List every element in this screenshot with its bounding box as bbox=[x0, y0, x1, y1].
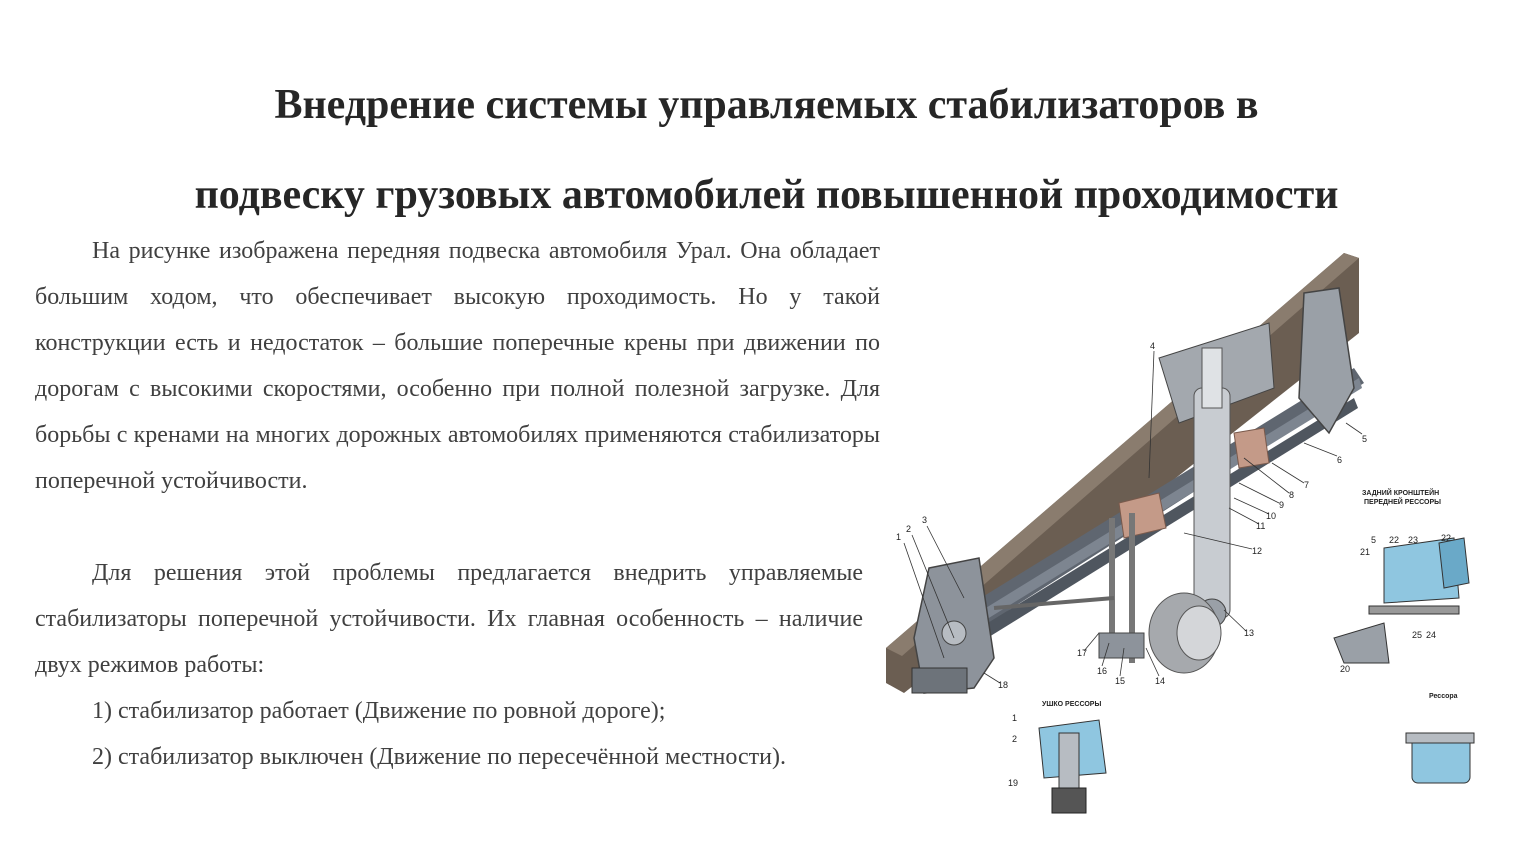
svg-text:20: 20 bbox=[1340, 664, 1351, 674]
svg-text:5: 5 bbox=[1371, 535, 1377, 545]
callout-17: 17 bbox=[1077, 648, 1088, 658]
callout-7: 7 bbox=[1304, 480, 1310, 490]
svg-text:23: 23 bbox=[1408, 535, 1419, 545]
suspension-illustration bbox=[884, 238, 1524, 828]
spring-inset bbox=[1406, 693, 1474, 783]
callout-16: 16 bbox=[1097, 666, 1108, 676]
callout-2: 2 bbox=[906, 524, 912, 534]
svg-text:24: 24 bbox=[1426, 630, 1437, 640]
callout-5: 5 bbox=[1362, 434, 1368, 444]
svg-text:2: 2 bbox=[1012, 734, 1018, 744]
svg-text:25: 25 bbox=[1412, 630, 1423, 640]
svg-text:19: 19 bbox=[1008, 778, 1019, 788]
callout-1: 1 bbox=[896, 532, 902, 542]
rear-bracket-caption-1: ЗАДНИЙ КРОНШТЕЙН bbox=[1362, 490, 1440, 497]
svg-text:22: 22 bbox=[1441, 533, 1452, 543]
callout-3: 3 bbox=[922, 515, 928, 525]
callout-14: 14 bbox=[1155, 676, 1166, 686]
title-line-2: подвеску грузовых автомобилей повышенной проходимости bbox=[194, 172, 1339, 218]
list-item-2: 2) стабилизатор выключен (Движение по пересечённой местности). bbox=[92, 744, 786, 770]
callout-12: 12 bbox=[1252, 546, 1263, 556]
svg-text:22: 22 bbox=[1389, 535, 1400, 545]
callout-4: 4 bbox=[1150, 341, 1156, 351]
svg-text:21: 21 bbox=[1360, 547, 1371, 557]
callout-8: 8 bbox=[1289, 490, 1295, 500]
callout-18: 18 bbox=[998, 680, 1009, 690]
spring-eye-inset bbox=[1008, 701, 1106, 813]
rear-bracket-caption-2: ПЕРЕДНЕЙ РЕССОРЫ bbox=[1364, 499, 1441, 506]
paragraph-2: Для решения этой проблемы предлагается внедрить управляемые стабилизаторы поперечной устойчивости. Их главная особенность – наличие двух режимов работы: bbox=[35, 560, 863, 678]
spring-caption: Рессора bbox=[1429, 693, 1458, 700]
shock-absorber bbox=[1194, 348, 1230, 627]
rear-bracket-inset bbox=[1334, 488, 1469, 674]
title-line-1: Внедрение системы управляемых стабилизаторов в bbox=[274, 82, 1259, 128]
slide-title bbox=[0, 60, 1533, 240]
callout-9: 9 bbox=[1279, 500, 1285, 510]
spring-eye-caption: УШКО РЕССОРЫ bbox=[1042, 701, 1102, 708]
front-bracket bbox=[912, 558, 994, 693]
callout-15: 15 bbox=[1115, 676, 1126, 686]
body-text bbox=[35, 228, 880, 780]
paragraph-1: На рисунке изображена передняя подвеска автомобиля Урал. Она обладает большим ходом, что обеспечивает высокую проходимость. Но у такой конструкции есть и недостаток – большие поперечные крены при движении по дорогам с высокими скоростями, особенно при полной полезной загрузке. Для борьбы с кренами на многих дорожных автомобилях применяются стабилизаторы поперечной устойчивости. bbox=[35, 238, 880, 494]
callout-10: 10 bbox=[1266, 511, 1277, 521]
callout-13: 13 bbox=[1244, 628, 1255, 638]
callout-6: 6 bbox=[1337, 455, 1343, 465]
list-item-1: 1) стабилизатор работает (Движение по ровной дороге); bbox=[92, 698, 666, 724]
callout-11: 11 bbox=[1256, 521, 1266, 531]
svg-text:1: 1 bbox=[1012, 713, 1018, 723]
suspension-diagram bbox=[884, 238, 1524, 828]
